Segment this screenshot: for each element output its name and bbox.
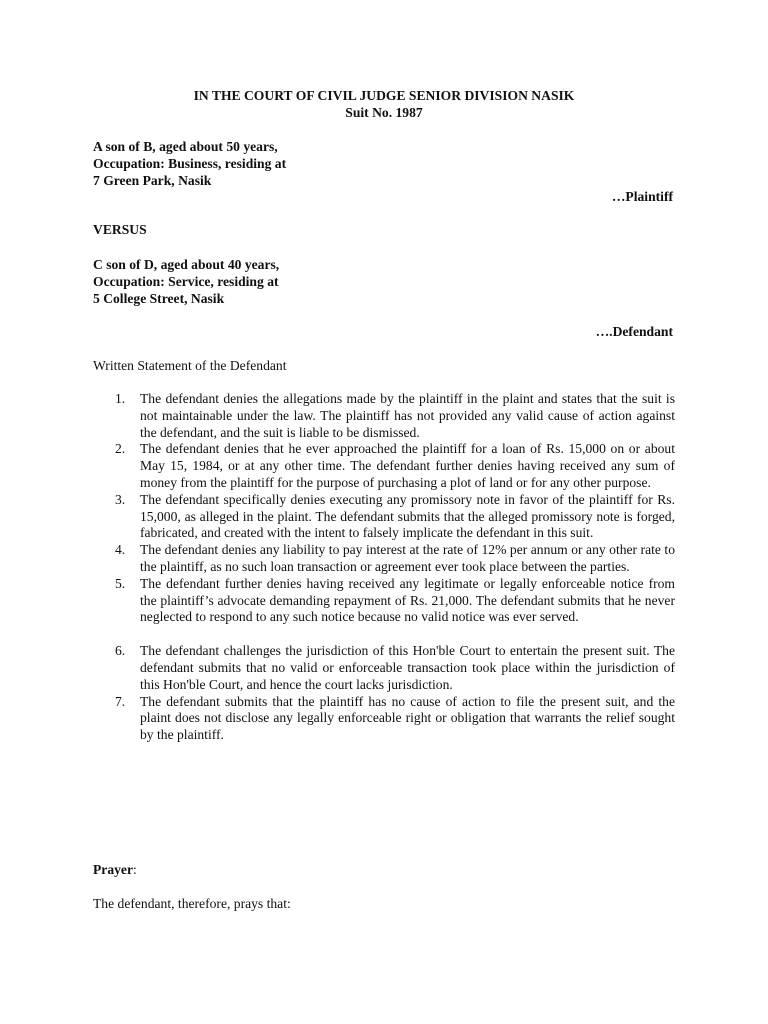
point-text: The defendant submits that the plaintiff has no cause of action to file the present suit, and the plaint does not disclose any legally enforceable right or obligation that warrants the relief sought by the plaintiff. bbox=[140, 693, 675, 743]
statement-points bbox=[93, 391, 675, 744]
prayer-colon: : bbox=[133, 862, 137, 877]
statement-title: Written Statement of the Defendant bbox=[93, 358, 287, 373]
point-text: The defendant denies that he ever approached the plaintiff for a loan of Rs. 15,000 on or about May 15, 1984, or at any other time. The defendant further denies having received any sum of money from the plaintiff for the purpose of purchasing a plot of land or for any other purpose. bbox=[140, 441, 675, 490]
point-text: The defendant further denies having received any legitimate or legally enforceable notice from the plaintiff’s advocate demanding repayment of Rs. 21,000. The defendant submits that he never neglected to respond to any such notice because no valid notice was ever served. bbox=[140, 575, 675, 625]
list-item bbox=[93, 441, 675, 491]
plaintiff-line: A son of B, aged about 50 years, bbox=[93, 139, 278, 154]
point-number: 1. bbox=[115, 391, 126, 406]
defendant-line: Occupation: Service, residing at bbox=[93, 273, 279, 289]
plaintiff-line: 7 Green Park, Nasik bbox=[93, 172, 212, 188]
prayer-heading: Prayer bbox=[93, 862, 133, 877]
point-text: The defendant challenges the jurisdiction of this Hon'ble Court to entertain the present suit. The defendant submits that no valid or enforceable transaction took place within the jurisdiction of this Hon'ble Court, and hence the court lacks jurisdiction. bbox=[140, 643, 675, 692]
prayer-heading-line bbox=[93, 862, 137, 879]
point-text: The defendant denies any liability to pay interest at the rate of 12% per annum or any other rate to the plaintiff, as no such loan transaction or agreement ever took place between the parties. bbox=[140, 542, 675, 574]
point-number: 3. bbox=[115, 491, 126, 507]
plaintiff-label: …Plaintiff bbox=[611, 189, 673, 204]
plaintiff-details bbox=[93, 139, 286, 189]
court-heading: IN THE COURT OF CIVIL JUDGE SENIOR DIVISION NASIK bbox=[193, 88, 575, 103]
list-item bbox=[93, 391, 675, 441]
list-item bbox=[93, 694, 675, 744]
point-number: 6. bbox=[115, 643, 126, 659]
defendant-details bbox=[93, 257, 279, 307]
defendant-line: C son of D, aged about 40 years, bbox=[93, 257, 280, 272]
list-item bbox=[93, 492, 675, 542]
point-number: 2. bbox=[115, 441, 126, 457]
point-number: 7. bbox=[115, 693, 126, 709]
defendant-line: 5 College Street, Nasik bbox=[93, 290, 225, 306]
list-item bbox=[93, 643, 675, 693]
list-item bbox=[93, 542, 675, 576]
suit-number: Suit No. 1987 bbox=[345, 105, 423, 120]
versus-heading: VERSUS bbox=[93, 222, 147, 237]
point-number: 5. bbox=[115, 575, 126, 591]
point-text: The defendant specifically denies executing any promissory note in favor of the plaintiff for Rs. 15,000, as alleged in the plaint. The defendant submits that the alleged promissory note is forged, fabricated, and created with the intent to falsely implicate the defendant in this suit. bbox=[140, 491, 675, 541]
point-text: The defendant denies the allegations made by the plaintiff in the plaint and states that the suit is not maintainable under the law. The plaintiff has not provided any valid cause of action against the defendant, and the suit is liable to be dismissed. bbox=[140, 391, 675, 440]
plaintiff-line: Occupation: Business, residing at bbox=[93, 155, 287, 171]
point-number: 4. bbox=[115, 542, 126, 558]
list-item bbox=[93, 576, 675, 626]
prayer-intro: The defendant, therefore, prays that: bbox=[93, 896, 291, 911]
defendant-label: ….Defendant bbox=[595, 324, 673, 339]
